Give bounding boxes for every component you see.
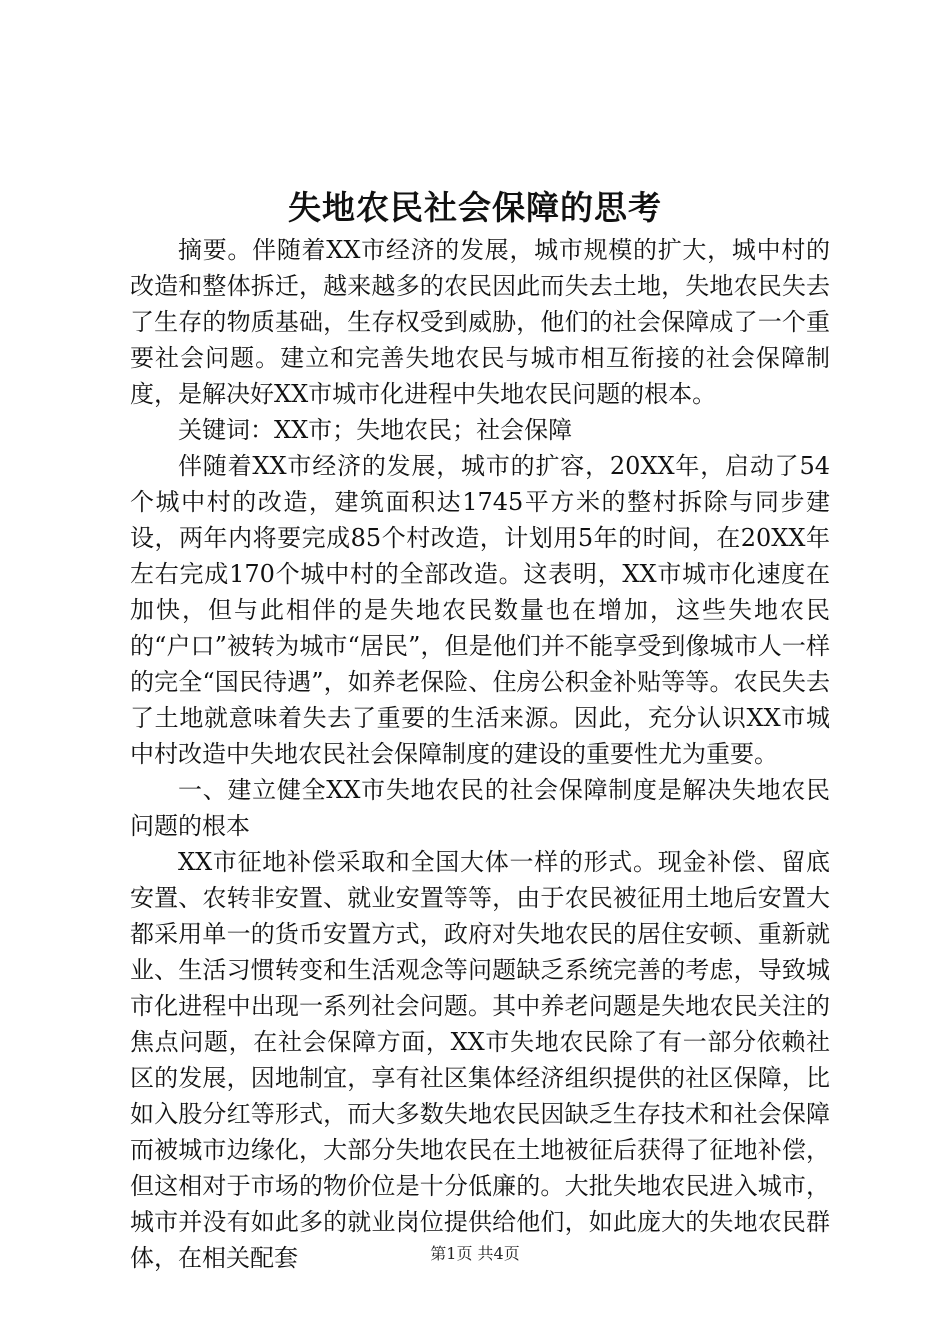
body-paragraph: XX市征地补偿采取和全国大体一样的形式。现金补偿、留底安置、农转非安置、就业安置等等，由于农民被征用土地后安置大都采用单一的货币安置方式，政府对失地农民的居住安顿、重新就业、生活习惯转变和生活观念等问题缺乏系统完善的考虑，导致城市化进程中出现一系列社会问题。其中养老问题是失地农民关注的焦点问题，在社会保障方面，XX市失地农民除了有一部分依赖社区的发展，因地制宜，享有社区集体经济组织提供的社区保障，比如入股分红等形式，而大多数失地农民因缺乏生存技术和社会保障而被城市边缘化，大部分失地农民在土地被征后获得了征地补偿，但这相对于市场的物价位是十分低廉的。大批失地农民进入城市，城市并没有如此多的就业岗位提供给他们，如此庞大的失地农民群体，在相关配套 (130, 848, 830, 1272)
page-number-footer: 第1页 共4页 (430, 1244, 520, 1263)
section-heading: 一、建立健全XX市失地农民的社会保障制度是解决失地农民问题的根本 (130, 776, 830, 840)
keywords-paragraph: 关键词：XX市；失地农民；社会保障 (178, 416, 573, 444)
body-paragraph: 伴随着XX市经济的发展，城市的扩容，20XX年，启动了54个城中村的改造，建筑面积达1745平方米的整村拆除与同步建设，两年内将要完成85个村改造，计划用5年的时间，在20XX年左右完成170个城中村的全部改造。这表明，XX市城市化速度在加快，但与此相伴的是失地农民数量也在增加，这些失地农民的“户口”被转为城市“居民”，但是他们并不能享受到像城市人一样的完全“国民待遇”，如养老保险、住房公积金补贴等等。农民失去了土地就意味着失去了重要的生活来源。因此，充分认识XX市城中村改造中失地农民社会保障制度的建设的重要性尤为重要。 (130, 452, 830, 768)
abstract-paragraph: 摘要。伴随着XX市经济的发展，城市规模的扩大，城中村的改造和整体拆迁，越来越多的农民因此而失去土地，失地农民失去了生存的物质基础，生存权受到威胁，他们的社会保障成了一个重要社会问题。建立和完善失地农民与城市相互衔接的社会保障制度，是解决好XX市城市化进程中失地农民问题的根本。 (130, 236, 830, 408)
document-title: 失地农民社会保障的思考 (288, 188, 662, 227)
document-body (130, 232, 830, 1276)
